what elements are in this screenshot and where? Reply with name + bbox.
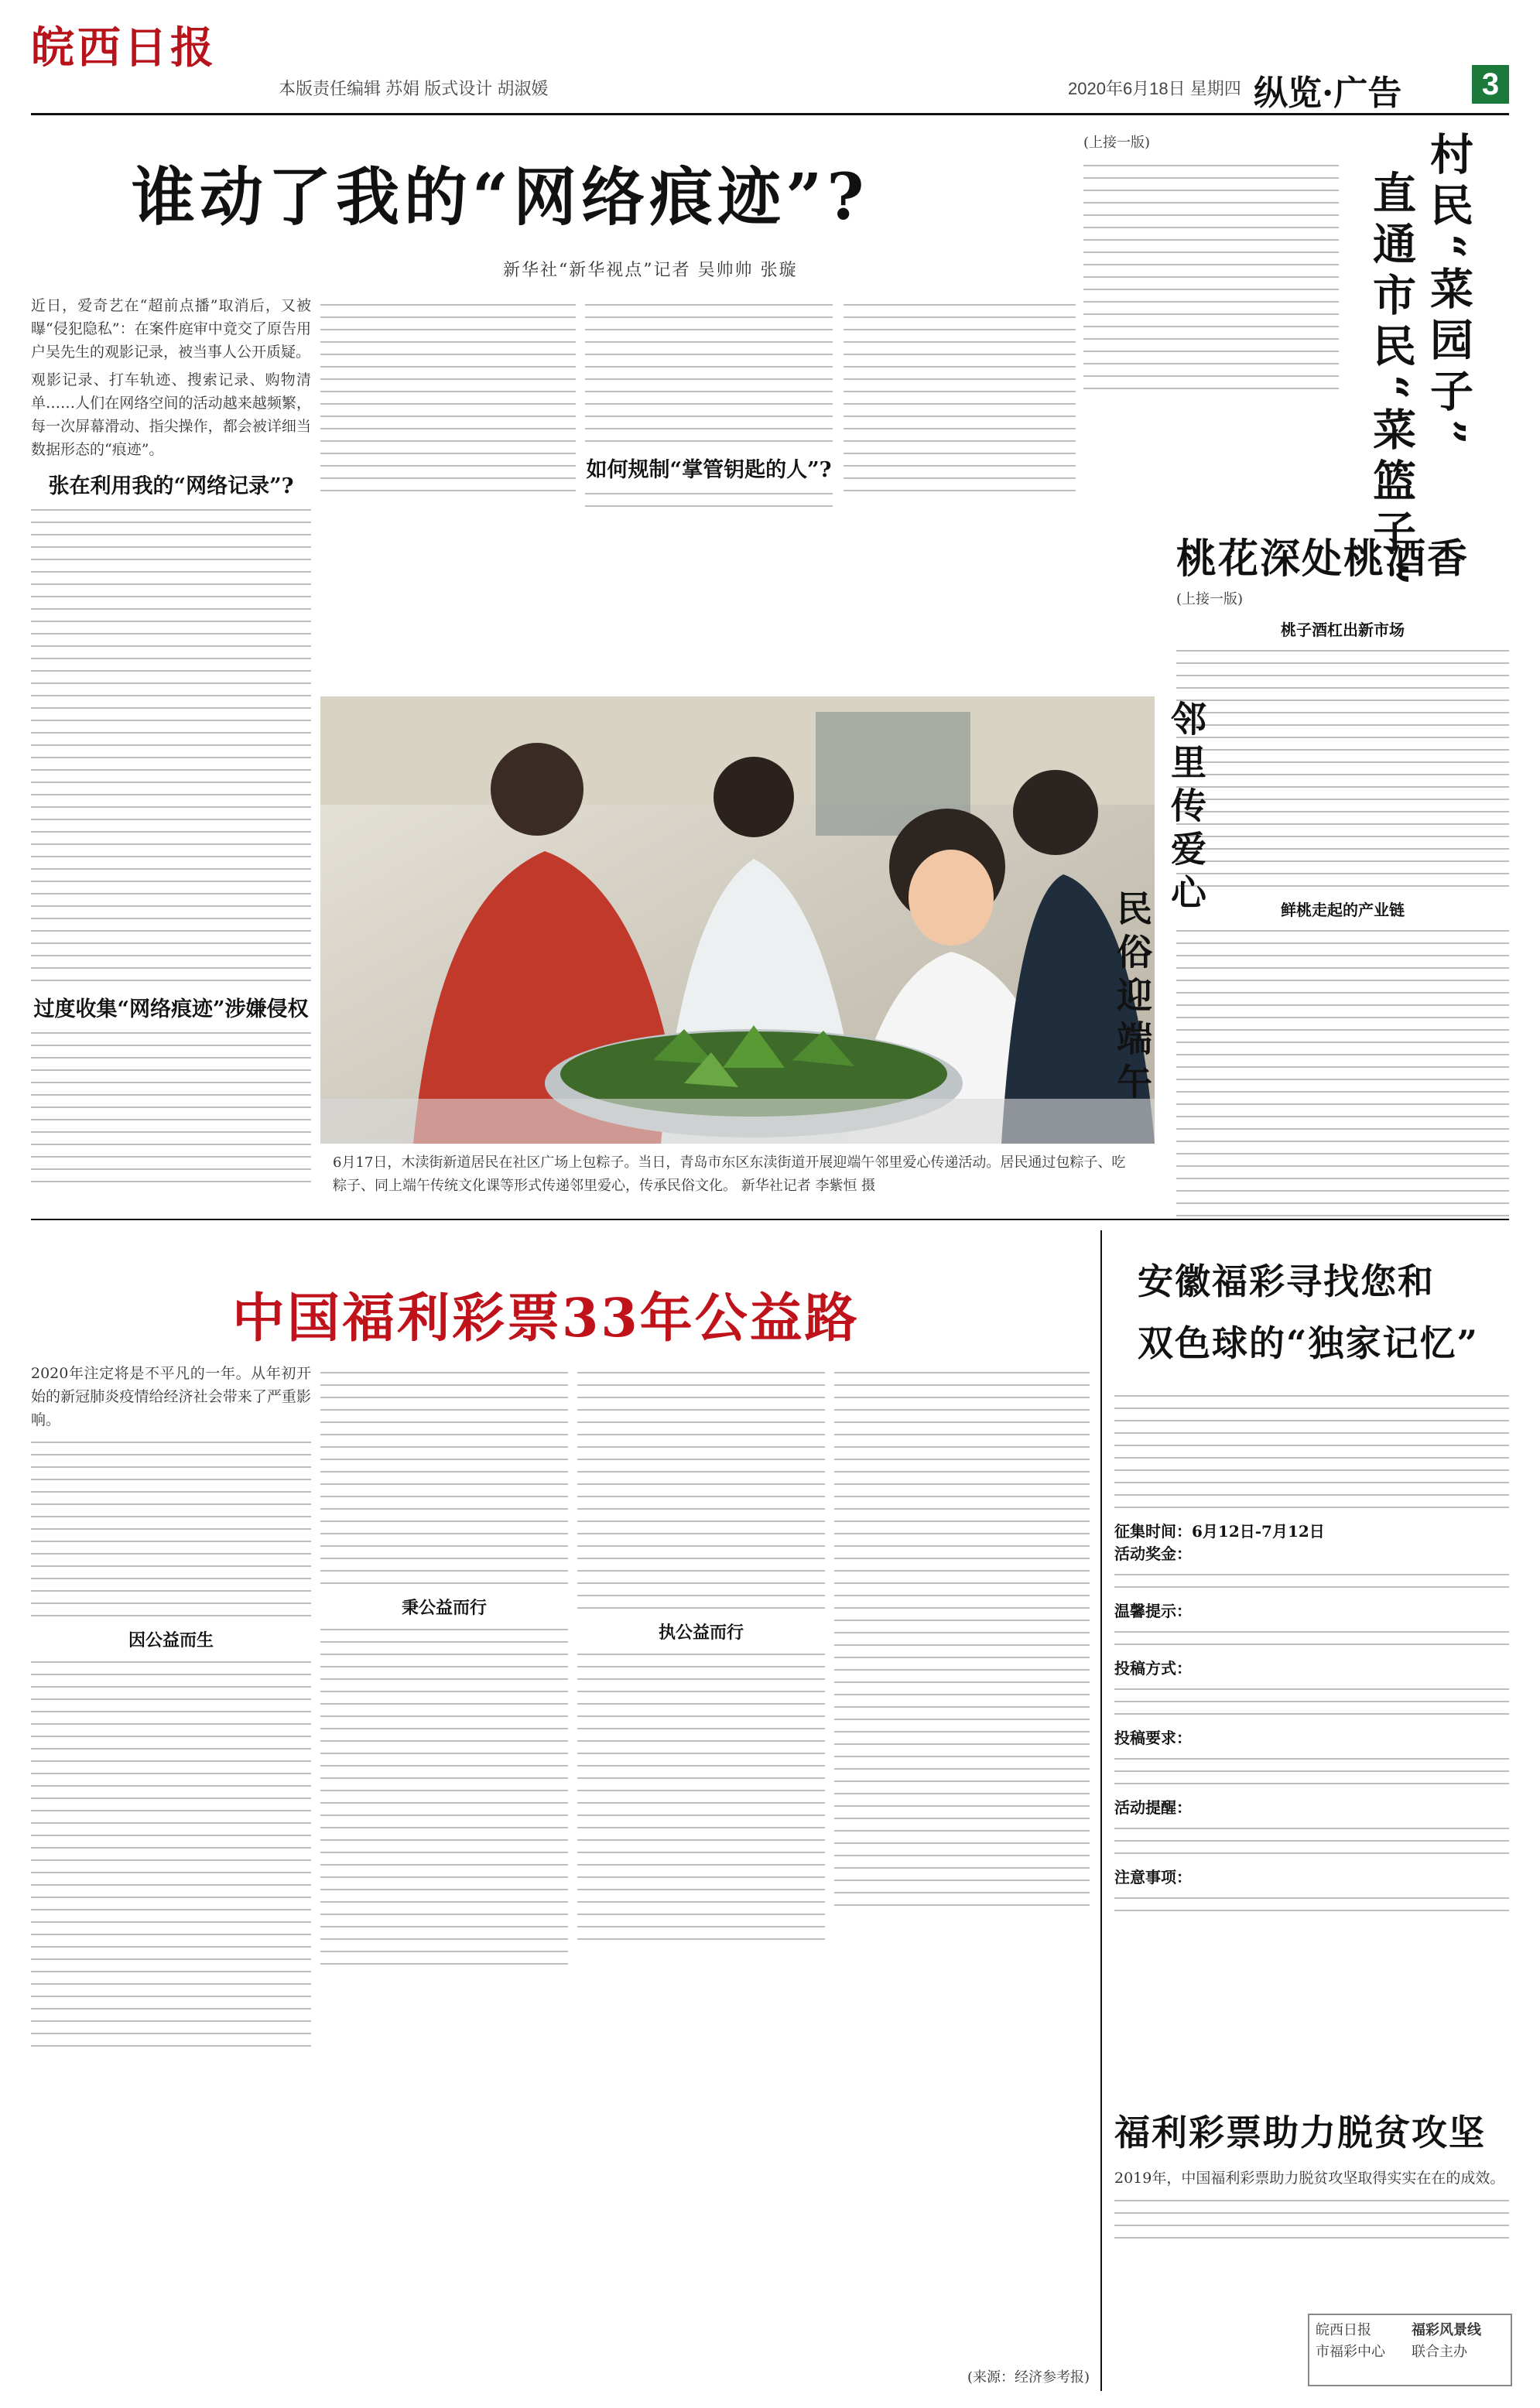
article5-item: 温馨提示： <box>1114 1602 1192 1620</box>
article4-para: 2020年注定将是不平凡的一年。从年初开始的新冠肺炎疫情给经济社会带来了严重影响。 <box>31 1365 311 1428</box>
promo-left-b: 市福彩中心 <box>1316 2344 1385 2360</box>
article3-subhead: 鲜桃走起的产业链 <box>1281 901 1405 919</box>
article4-column-3 <box>577 1362 825 1951</box>
article4-subhead: 因公益而生 <box>128 1630 214 1650</box>
article2-headline-b: 直通市民“菜篮子” <box>1366 170 1417 593</box>
photo-title-a: 邻里传爱心 <box>1165 700 1207 917</box>
article4-subhead: 秉公益而行 <box>401 1598 487 1618</box>
photo-illustration <box>320 696 1155 1144</box>
article1-column-3 <box>585 294 833 518</box>
article1-byline: 新华社“新华视点”记者 吴帅帅 张璇 <box>503 261 798 280</box>
section-rule <box>31 1219 1509 1220</box>
article4-subhead: 执公益而行 <box>658 1623 744 1643</box>
article1-subhead: 过度收集“网络痕迹”涉嫌侵权 <box>33 997 309 1021</box>
article5-item: 投稿要求： <box>1114 1729 1192 1747</box>
column-divider <box>1100 1230 1102 2391</box>
newspaper-masthead: 皖西日报 <box>31 22 217 74</box>
promo-right-b: 联合主办 <box>1412 2344 1467 2360</box>
promo-right-a: 福彩风景线 <box>1412 2322 1481 2338</box>
article5-item: 注意事项： <box>1114 1868 1192 1886</box>
photo-dumpling-making <box>320 696 1155 1144</box>
article4-column-1 <box>31 1362 311 2057</box>
article2-column <box>1083 132 1339 400</box>
article5-item: 投稿方式： <box>1114 1659 1192 1678</box>
article5-item: 活动提醒： <box>1114 1798 1192 1817</box>
article4-source: (来源：经济参考报) <box>967 2369 1090 2386</box>
article1-para: 近日，爱奇艺在“超前点播”取消后，又被曝“侵犯隐私”：在案件庭审中竟交了原告用户吴先生的观影记录，被当事人公开质疑。 <box>31 297 311 361</box>
article6-column <box>1114 2167 1509 2249</box>
article1-headline: 谁动了我的“网络痕迹”? <box>132 160 869 234</box>
article5-column <box>1114 1385 1509 1922</box>
section-title: 纵览·广告 <box>1254 74 1402 113</box>
article4-column-4 <box>834 1362 1090 1917</box>
article1-column-4 <box>844 294 1076 502</box>
article1-para: 观影记录、打车轨迹、搜索记录、购物清单……人们在网络空间的活动越来越频繁，每一次屏幕滑动、指尖操作，都会被详细当数据形态的“痕迹”。 <box>31 371 311 458</box>
promo-box <box>1308 2314 1512 2386</box>
article4-column-2 <box>320 1362 568 1975</box>
article3-column <box>1176 588 1509 1227</box>
article1-subhead: 如何规制“掌管钥匙的人”? <box>586 458 832 482</box>
photo-title-b: 民俗迎端午 <box>1111 890 1153 1107</box>
article1-column-1 <box>31 294 311 1193</box>
article2-headline-a: 村民“菜园子” <box>1423 132 1474 453</box>
article5-headline-b: 双色球的“独家记忆” <box>1138 1322 1479 1364</box>
article6-para: 2019年，中国福利彩票助力脱贫攻坚取得实实在在的成效。 <box>1114 2170 1505 2187</box>
photo-caption: 6月17日，木渎街新道居民在社区广场上包粽子。当日，青岛市东区东渎街道开展迎端午邻里爱心传递活动。居民通过包粽子、吃粽子、同上端午传统文化课等形式传递邻里爱心，传承民俗文化。 新华社记者 李紫恒 摄 <box>333 1154 1126 1194</box>
promo-left-a: 皖西日报 <box>1316 2322 1371 2338</box>
article6-headline: 福利彩票助力脱贫攻坚 <box>1114 2112 1486 2153</box>
article5-item: 活动奖金： <box>1114 1544 1192 1563</box>
article5-headline-a: 安徽福彩寻找您和 <box>1138 1260 1435 1302</box>
editor-credits: 本版责任编辑 苏娟 版式设计 胡淑媛 <box>279 79 549 98</box>
article3-subhead: 桃子酒杠出新市场 <box>1281 621 1405 639</box>
article3-source: (上接一版) <box>1176 591 1244 607</box>
page-number-badge: 3 <box>1472 65 1509 104</box>
article1-subhead: 张在利用我的“网络记录”? <box>48 474 294 498</box>
article2-source: (上接一版) <box>1083 135 1151 151</box>
issue-date: 2020年6月18日 星期四 <box>1068 79 1241 98</box>
article5-item: 征集时间：6月12日-7月12日 <box>1114 1522 1325 1541</box>
article1-column-2 <box>320 294 576 502</box>
article3-headline: 桃花深处桃酒香 <box>1176 535 1470 583</box>
header-rule <box>31 113 1509 115</box>
article4-headline: 中国福利彩票33年公益路 <box>232 1288 860 1349</box>
